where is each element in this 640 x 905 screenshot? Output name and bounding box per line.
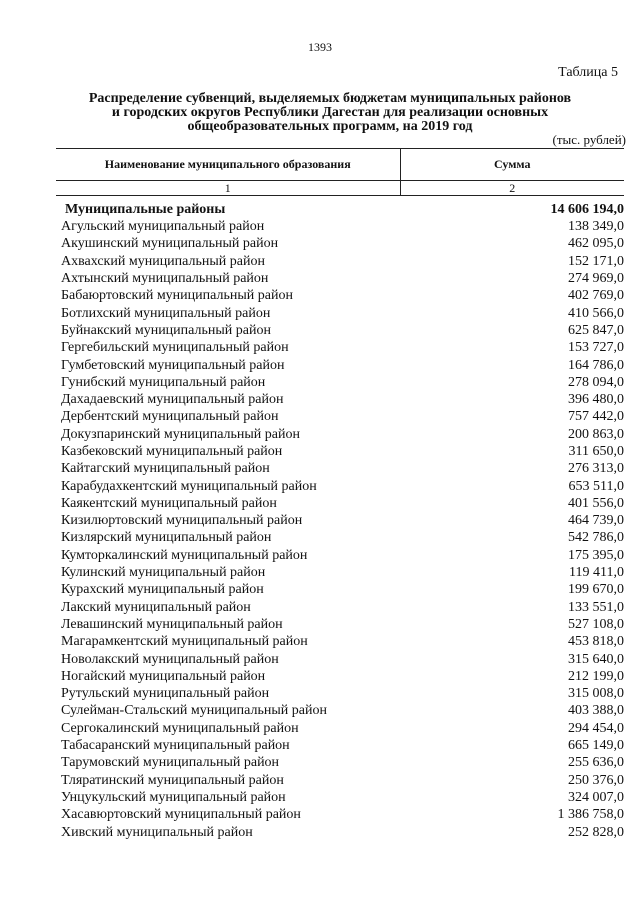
table-row <box>56 668 624 685</box>
district-name: Тляратинский муниципальный район <box>61 772 284 788</box>
document-title <box>40 92 620 134</box>
district-sum: 152 171,0 <box>568 253 624 269</box>
district-sum: 403 388,0 <box>568 703 624 719</box>
district-sum: 665 149,0 <box>568 738 624 754</box>
table-row <box>56 512 624 529</box>
district-sum: 402 769,0 <box>568 288 624 304</box>
total-label: Муниципальные районы <box>65 202 226 217</box>
district-name: Каякентский муниципальный район <box>61 495 277 511</box>
district-name: Кайтагский муниципальный район <box>61 461 270 477</box>
table-row <box>56 235 624 252</box>
district-name: Лакский муниципальный район <box>61 599 251 615</box>
district-name: Табасаранский муниципальный район <box>61 738 290 754</box>
district-sum: 315 008,0 <box>568 686 624 702</box>
district-sum: 1 386 758,0 <box>557 807 624 823</box>
district-sum: 255 636,0 <box>568 755 624 771</box>
district-name: Хасавюртовский муниципальный район <box>61 807 301 823</box>
district-name: Докузпаринский муниципальный район <box>61 426 300 442</box>
district-name: Унцукульский муниципальный район <box>61 789 286 805</box>
district-name: Ахтынский муниципальный район <box>61 271 269 287</box>
district-sum: 153 727,0 <box>568 340 624 356</box>
district-name: Сулейман-Стальский муниципальный район <box>61 703 327 719</box>
table-row <box>56 720 624 737</box>
district-sum: 212 199,0 <box>568 668 624 684</box>
district-sum: 276 313,0 <box>568 461 624 477</box>
table-row <box>56 581 624 598</box>
district-name: Бабаюртовский муниципальный район <box>61 288 293 304</box>
table-row <box>56 287 624 304</box>
district-sum: 315 640,0 <box>568 651 624 667</box>
title-line: общеобразовательных программ, на 2019 год <box>187 119 473 134</box>
column-number: 1 <box>56 181 400 196</box>
table-row <box>56 789 624 806</box>
district-name: Рутульский муниципальный район <box>61 686 270 702</box>
district-sum: 119 411,0 <box>569 565 624 581</box>
district-name: Кизилюртовский муниципальный район <box>61 513 303 529</box>
table-row <box>56 460 624 477</box>
district-name: Казбековский муниципальный район <box>61 444 283 459</box>
district-sum: 757 442,0 <box>568 409 624 425</box>
district-name: Кулинский муниципальный район <box>61 565 266 581</box>
district-name: Гумбетовский муниципальный район <box>61 357 285 373</box>
table-row <box>56 374 624 391</box>
table-row <box>56 356 624 373</box>
table-row <box>56 772 624 789</box>
district-name: Гергебильский муниципальный район <box>61 340 289 356</box>
district-sum: 199 670,0 <box>568 582 624 598</box>
units-note: (тыс. рублей) <box>552 132 626 147</box>
district-name: Гунибский муниципальный район <box>61 374 266 390</box>
district-name: Ботлихский муниципальный район <box>61 305 271 321</box>
district-sum: 200 863,0 <box>568 426 624 442</box>
district-sum: 175 395,0 <box>568 547 624 563</box>
table-row <box>56 823 624 840</box>
total-sum: 14 606 194,0 <box>550 202 624 217</box>
district-name: Кизлярский муниципальный район <box>61 530 272 546</box>
district-name: Тарумовский муниципальный район <box>61 755 280 771</box>
district-name: Дербентский муниципальный район <box>61 409 279 425</box>
district-sum: 410 566,0 <box>568 305 624 321</box>
column-header-sum: Сумма <box>400 149 624 181</box>
table-row <box>56 304 624 321</box>
title-line: Распределение субвенций, выделяемых бюджетам муниципальных районов <box>88 91 572 106</box>
table-row <box>56 408 624 425</box>
district-name: Кумторкалинский муниципальный район <box>61 547 308 563</box>
district-sum: 396 480,0 <box>568 392 624 408</box>
district-name: Хивский муниципальный район <box>61 824 253 840</box>
district-sum: 462 095,0 <box>568 236 624 252</box>
district-sum: 138 349,0 <box>568 219 624 235</box>
table-row <box>56 443 624 460</box>
district-name: Агульский муниципальный район <box>61 219 265 235</box>
district-sum: 311 650,0 <box>568 444 624 459</box>
district-name: Дахадаевский муниципальный район <box>61 392 284 408</box>
table-row <box>56 253 624 270</box>
district-name: Курахский муниципальный район <box>61 582 264 598</box>
table-row <box>56 529 624 546</box>
table-row <box>56 685 624 702</box>
district-name: Магарамкентский муниципальный район <box>61 634 308 650</box>
district-name: Новолакский муниципальный район <box>61 651 279 667</box>
district-name: Буйнакский муниципальный район <box>61 322 271 338</box>
district-name: Ногайский муниципальный район <box>61 668 266 684</box>
page-number: 1393 <box>308 40 332 54</box>
table-row <box>56 391 624 408</box>
table-row <box>56 737 624 754</box>
district-name: Сергокалинский муниципальный район <box>61 720 299 736</box>
district-sum: 250 376,0 <box>568 772 624 788</box>
district-name: Акушинский муниципальный район <box>61 236 279 252</box>
district-sum: 133 551,0 <box>568 599 624 615</box>
title-line: и городских округов Республики Дагестан для реализации основных <box>111 105 549 120</box>
district-sum: 527 108,0 <box>568 616 624 632</box>
table-row <box>56 633 624 650</box>
table-label: Таблица 5 <box>558 65 618 80</box>
subventions-table <box>56 148 624 841</box>
district-sum: 324 007,0 <box>568 789 624 805</box>
table-body <box>56 181 624 841</box>
column-number-row <box>56 181 624 196</box>
district-sum: 542 786,0 <box>568 530 624 546</box>
district-sum: 453 818,0 <box>568 634 624 650</box>
table-row <box>56 754 624 771</box>
table-row <box>56 616 624 633</box>
table-row <box>56 426 624 443</box>
district-name: Карабудахкентский муниципальный район <box>61 478 317 494</box>
table-row <box>56 650 624 667</box>
table-row <box>56 702 624 719</box>
column-header-name: Наименование муниципального образования <box>56 149 400 181</box>
district-sum: 278 094,0 <box>568 374 624 390</box>
table-row <box>56 495 624 512</box>
table-row <box>56 564 624 581</box>
district-sum: 401 556,0 <box>568 495 624 511</box>
district-sum: 294 454,0 <box>568 720 624 736</box>
table-row <box>56 339 624 356</box>
district-name: Ахвахский муниципальный район <box>61 253 265 269</box>
total-row <box>56 196 624 219</box>
district-name: Левашинский муниципальный район <box>61 616 283 632</box>
district-sum: 164 786,0 <box>568 357 624 373</box>
district-sum: 625 847,0 <box>568 322 624 338</box>
table-row <box>56 547 624 564</box>
table-row <box>56 477 624 494</box>
table-row <box>56 218 624 235</box>
district-sum: 252 828,0 <box>568 824 624 840</box>
district-sum: 274 969,0 <box>568 271 624 287</box>
district-sum: 464 739,0 <box>568 513 624 529</box>
column-number: 2 <box>400 181 624 196</box>
table-row <box>56 322 624 339</box>
table-row <box>56 806 624 823</box>
table-row <box>56 599 624 616</box>
district-sum: 653 511,0 <box>568 478 624 494</box>
table-header-row <box>56 149 624 181</box>
table-row <box>56 270 624 287</box>
